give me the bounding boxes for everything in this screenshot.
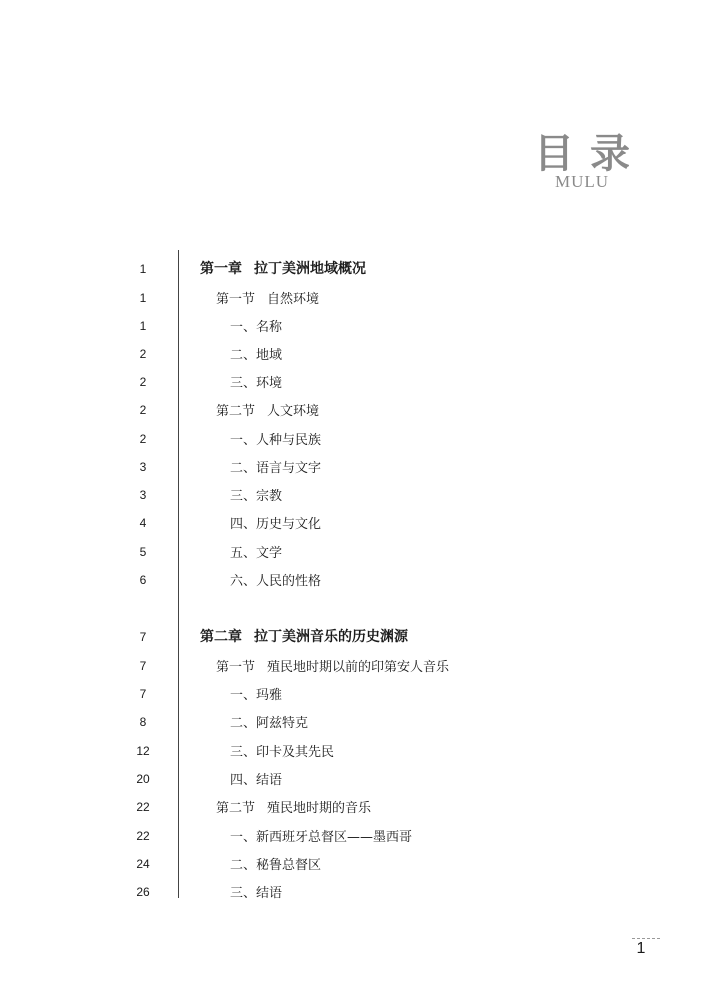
toc-page-number: 7 xyxy=(139,659,147,673)
toc-page-number: 26 xyxy=(136,885,150,899)
page-number: 1 xyxy=(636,940,646,957)
toc-entry xyxy=(200,258,366,278)
toc-page-number: 2 xyxy=(139,347,147,361)
toc-entry-text: 一、人种与民族 xyxy=(230,433,322,448)
toc-entry-label: 第二节 xyxy=(216,801,256,816)
toc-entry xyxy=(230,542,282,561)
toc-entry-text: 一、名称 xyxy=(230,320,283,335)
page-header xyxy=(534,130,646,192)
toc-page-number: 3 xyxy=(139,460,147,474)
toc-entry-text: 人文环境 xyxy=(267,404,320,419)
page-subtitle: MULU xyxy=(554,172,610,191)
toc-entry xyxy=(230,485,282,504)
toc-item-row[interactable] xyxy=(0,456,718,482)
toc-entry xyxy=(216,797,371,816)
toc-entry-label: 第一节 xyxy=(216,292,256,307)
toc-entry xyxy=(230,344,282,363)
folio-rule xyxy=(632,938,660,939)
toc-page-number: 22 xyxy=(136,800,150,814)
toc-section-row[interactable] xyxy=(0,399,718,425)
toc-item-row[interactable] xyxy=(0,428,718,454)
toc-page-number: 7 xyxy=(139,630,147,644)
toc-entry-text: 三、印卡及其先民 xyxy=(230,745,335,760)
toc-page-number: 7 xyxy=(139,687,147,701)
toc-entry xyxy=(200,626,408,646)
toc-page-number: 2 xyxy=(139,403,147,417)
toc-entry-label: 第一章 xyxy=(200,261,242,277)
toc-entry-text: 二、阿兹特克 xyxy=(230,716,309,731)
toc-page-number: 22 xyxy=(136,829,150,843)
toc-entry-label: 第二节 xyxy=(216,404,256,419)
toc-item-row[interactable] xyxy=(0,881,718,907)
toc-entry-text: 三、环境 xyxy=(230,376,283,391)
toc-entry-text: 一、玛雅 xyxy=(230,688,283,703)
toc-item-row[interactable] xyxy=(0,371,718,397)
toc-entry-text: 四、历史与文化 xyxy=(230,517,322,532)
toc-entry-text: 自然环境 xyxy=(267,292,320,307)
toc-entry-text: 二、语言与文字 xyxy=(230,461,322,476)
toc-page-number: 12 xyxy=(136,744,150,758)
toc-entry-text: 拉丁美洲音乐的历史渊源 xyxy=(254,629,408,645)
toc-entry xyxy=(230,372,282,391)
toc-item-row[interactable] xyxy=(0,768,718,794)
toc-entry xyxy=(216,288,319,307)
toc-page-number: 1 xyxy=(139,262,147,276)
toc-entry xyxy=(230,684,282,703)
toc-page-number: 2 xyxy=(139,432,147,446)
toc-entry xyxy=(216,656,449,675)
toc-item-row[interactable] xyxy=(0,740,718,766)
toc-entry-text: 殖民地时期以前的印第安人音乐 xyxy=(267,660,450,675)
toc-entry xyxy=(230,741,334,760)
toc-item-row[interactable] xyxy=(0,484,718,510)
toc-entry xyxy=(216,400,319,419)
toc-entry xyxy=(230,457,321,476)
toc-entry-text: 二、地域 xyxy=(230,348,283,363)
toc-item-row[interactable] xyxy=(0,853,718,879)
toc-entry xyxy=(230,513,321,532)
toc-entry-text: 六、人民的性格 xyxy=(230,574,322,589)
toc-entry-text: 四、结语 xyxy=(230,773,283,788)
toc-entry xyxy=(230,712,308,731)
toc-item-row[interactable] xyxy=(0,512,718,538)
toc-entry xyxy=(230,769,282,788)
toc-page-number: 5 xyxy=(139,545,147,559)
toc-entry xyxy=(230,316,282,335)
toc-entry-text: 五、文学 xyxy=(230,546,283,561)
toc-entry-text: 三、宗教 xyxy=(230,489,283,504)
toc-section-row[interactable] xyxy=(0,287,718,313)
toc-entry-text: 殖民地时期的音乐 xyxy=(267,801,372,816)
toc-entry-text: 三、结语 xyxy=(230,886,283,901)
toc-page-number: 1 xyxy=(139,319,147,333)
toc-entry-text: 二、秘鲁总督区 xyxy=(230,858,322,873)
toc-page-number: 20 xyxy=(136,772,150,786)
toc-entry xyxy=(230,429,321,448)
toc-section-row[interactable] xyxy=(0,796,718,822)
toc-item-row[interactable] xyxy=(0,683,718,709)
toc-item-row[interactable] xyxy=(0,315,718,341)
toc-entry-text: 拉丁美洲地域概况 xyxy=(254,261,366,277)
toc-chapter-row[interactable] xyxy=(0,258,718,284)
toc-page-number: 6 xyxy=(139,573,147,587)
toc-page-number: 3 xyxy=(139,488,147,502)
toc-item-row[interactable] xyxy=(0,541,718,567)
toc-entry-label: 第二章 xyxy=(200,629,242,645)
toc-entry xyxy=(230,854,321,873)
toc-entry-text: 一、新西班牙总督区——墨西哥 xyxy=(230,830,413,845)
toc-page-number: 4 xyxy=(139,516,147,530)
toc-chapter-row[interactable] xyxy=(0,626,718,652)
toc-item-row[interactable] xyxy=(0,711,718,737)
toc-item-row[interactable] xyxy=(0,825,718,851)
toc-section-row[interactable] xyxy=(0,655,718,681)
page-title: 目录 xyxy=(534,130,646,177)
toc-page-number: 1 xyxy=(139,291,147,305)
toc-page-number: 2 xyxy=(139,375,147,389)
toc-item-row[interactable] xyxy=(0,569,718,595)
toc-page-number: 8 xyxy=(139,715,147,729)
toc-page-number: 24 xyxy=(136,857,150,871)
toc-entry xyxy=(230,570,321,589)
toc-entry xyxy=(230,882,282,901)
toc-entry xyxy=(230,826,412,845)
toc-entry-label: 第一节 xyxy=(216,660,256,675)
toc-item-row[interactable] xyxy=(0,343,718,369)
